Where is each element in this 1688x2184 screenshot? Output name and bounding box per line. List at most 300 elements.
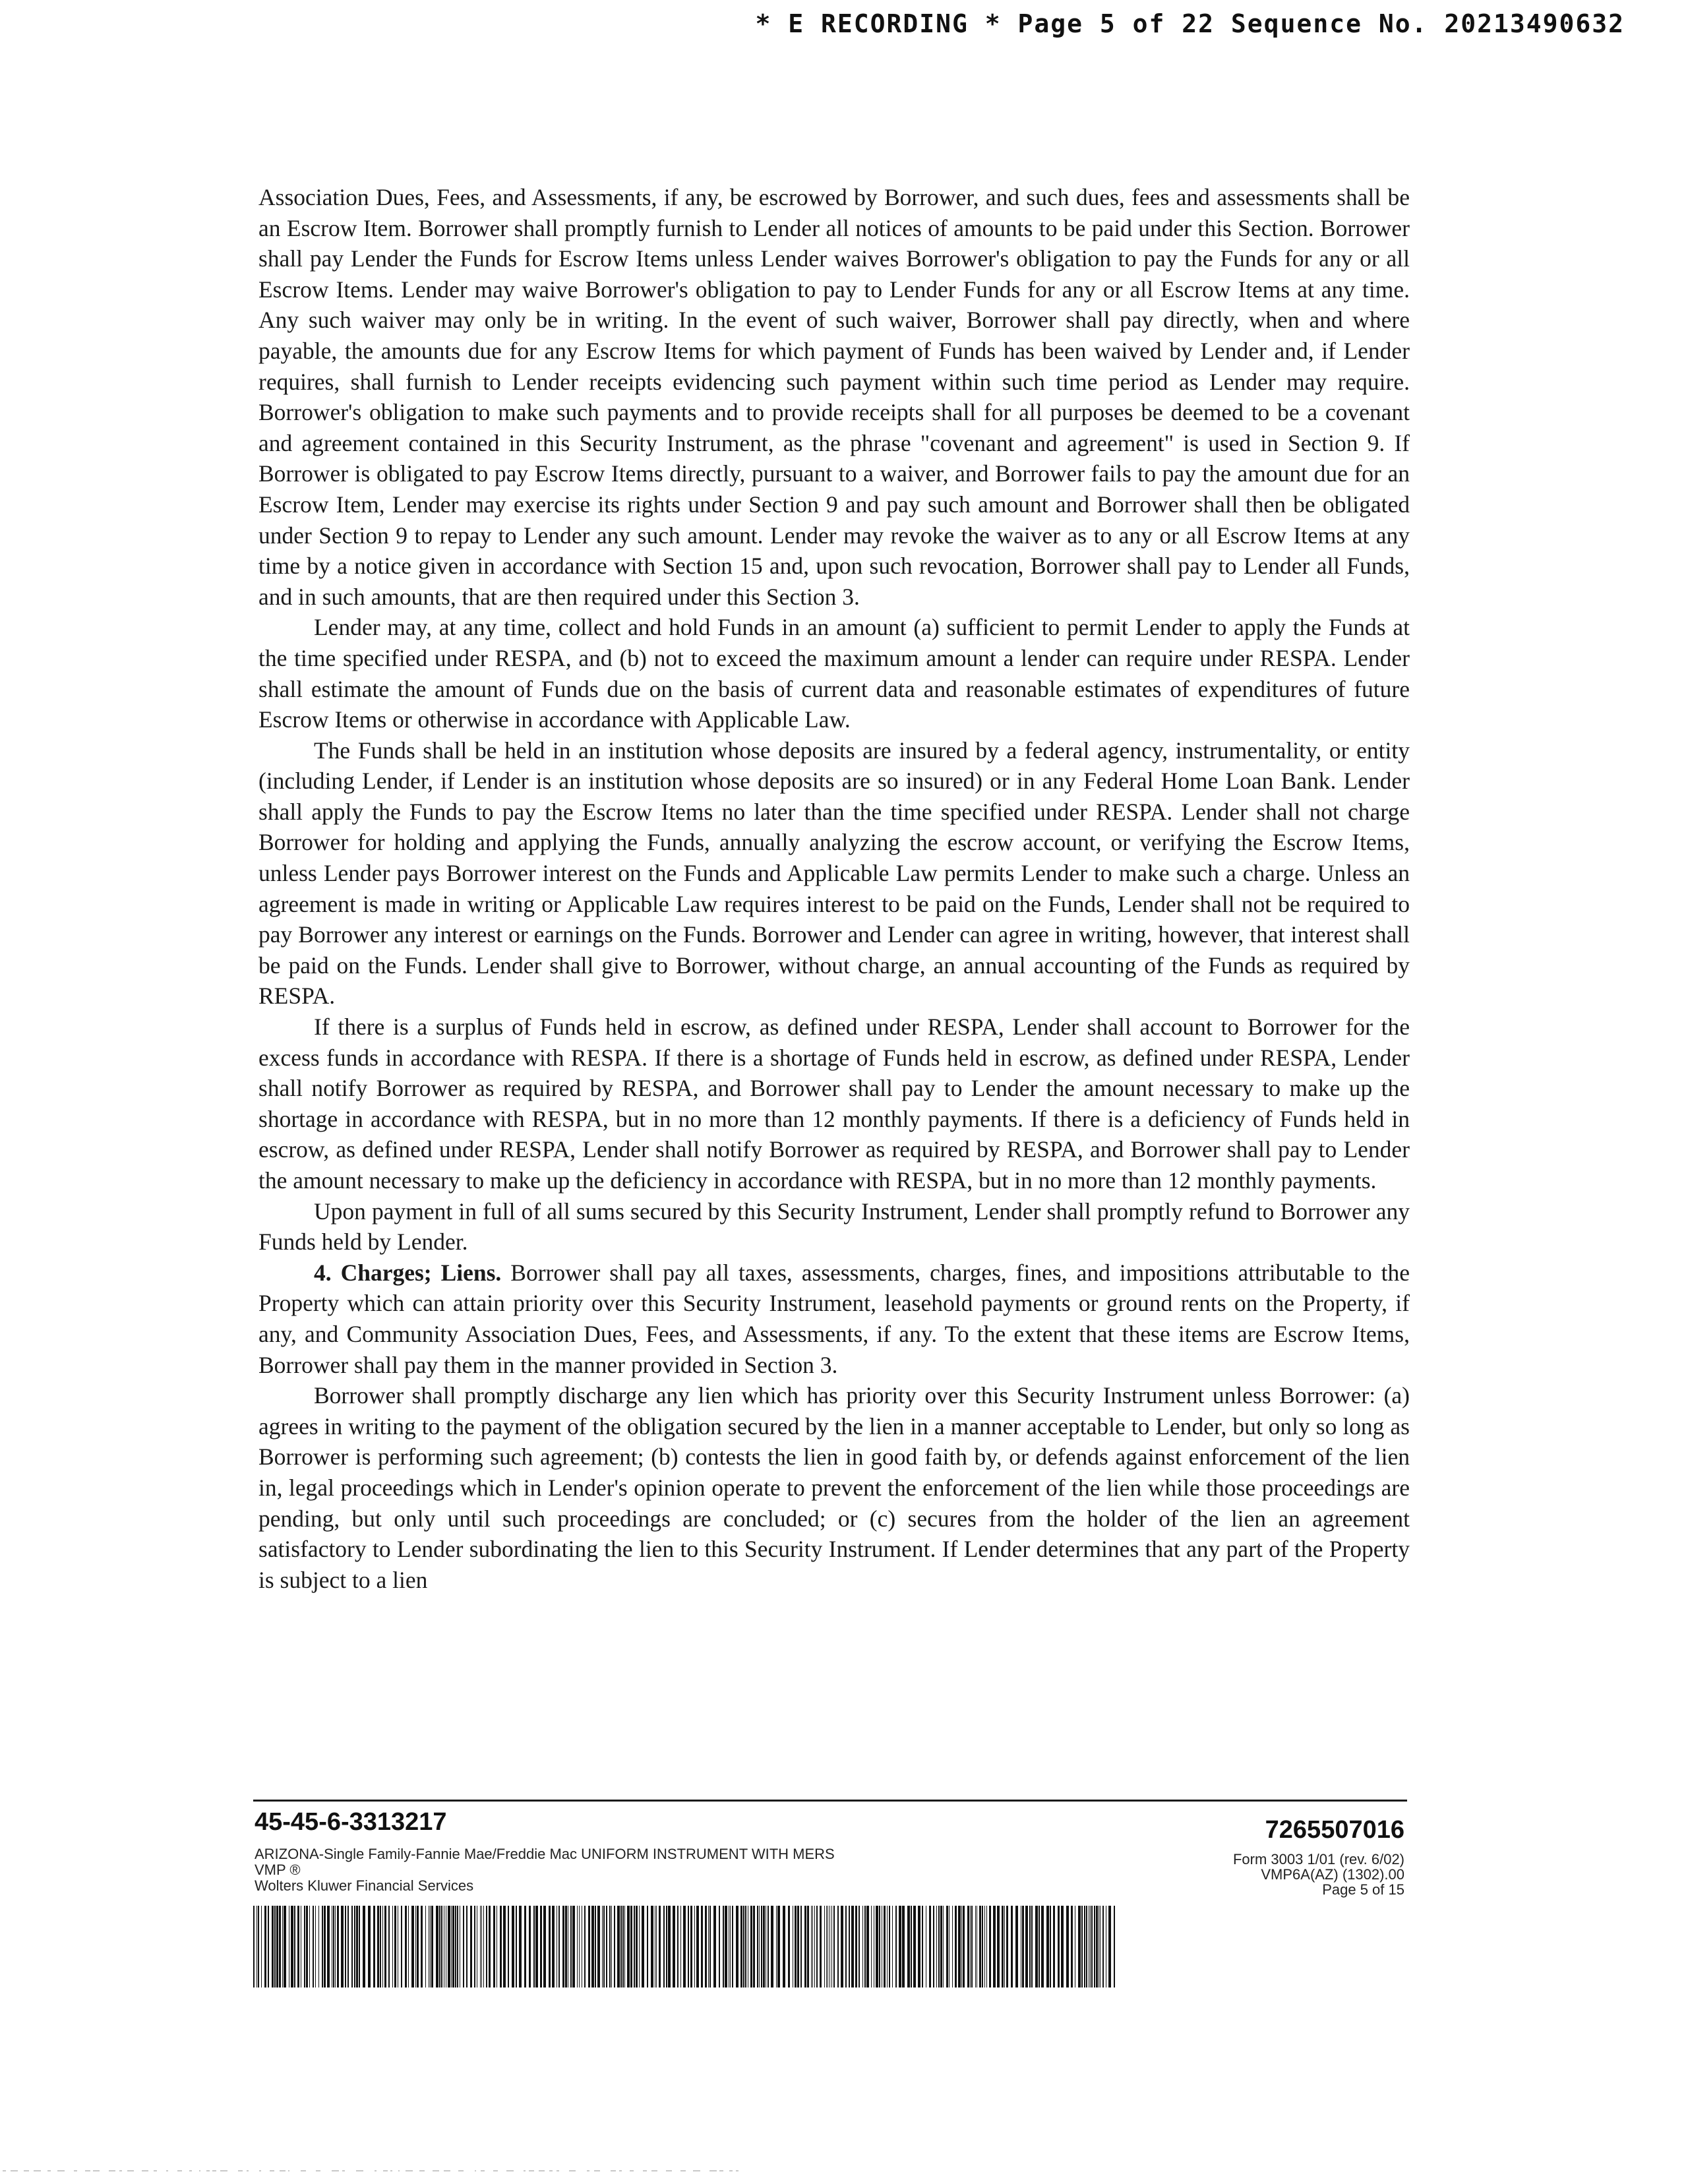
barcode-bar: [651, 1906, 653, 1987]
paragraph-refund: Upon payment in full of all sums secured by this Security Instrument, Lender shall promptly refund to Borrower any Funds held by Lender.: [258, 1198, 1410, 1256]
scan-speck: [419, 2170, 425, 2171]
scan-speck: [524, 2170, 526, 2171]
barcode-bar: [431, 1906, 433, 1987]
barcode-bar: [989, 1906, 991, 1987]
barcode-bar: [1053, 1906, 1055, 1987]
barcode-bar: [351, 1906, 353, 1987]
barcode-bar: [1029, 1906, 1031, 1987]
barcode-bar: [483, 1906, 484, 1987]
barcode-bar: [984, 1906, 985, 1987]
paragraph-funds-institution: The Funds shall be held in an institution whose deposits are insured by a federal agency, instrumentality, or entity (including Lender, if Lender is an institution whose deposits are so insured) or in any Federal Home Loan Bank. Lender shall apply the Funds to pay the Escrow Items no later than the time specified under RESPA. Lender shall not charge Borrower for holding and applying the Funds, annually analyzing the escrow account, or verifying the Escrow Items, unless Lender pays Borrower interest on the Funds and Applicable Law permits Lender to make such a charge. Unless an agreement is made in writing or Applicable Law requires interest to be paid on the Funds, Lender shall not be required to pay Borrower any interest or earnings on the Funds. Borrower and Lender can agree in writing, however, that interest shall be paid on the Funds. Lender shall give to Borrower, without charge, an annual accounting of the Funds as required by RESPA.: [258, 737, 1410, 1010]
scan-speck: [630, 2170, 634, 2171]
barcode-bar: [261, 1906, 262, 1987]
barcode-bar: [309, 1906, 310, 1987]
barcode-bar: [1071, 1906, 1073, 1987]
barcode-bar: [1046, 1906, 1049, 1987]
barcode-bar: [279, 1906, 281, 1987]
barcode-bar: [614, 1906, 615, 1987]
barcode-bar: [1102, 1906, 1104, 1987]
barcode-bar: [558, 1906, 560, 1987]
barcode-bar: [322, 1906, 323, 1987]
barcode-bar: [368, 1906, 371, 1987]
barcode-bar: [963, 1906, 965, 1987]
barcode-bar: [617, 1906, 620, 1987]
scan-speck: [85, 2170, 90, 2171]
scan-speck: [3, 2170, 6, 2171]
barcode-bar: [936, 1906, 937, 1987]
barcode-bar: [663, 1906, 665, 1987]
barcode-bar: [315, 1906, 316, 1987]
barcode-icon: [253, 1906, 1117, 1987]
paragraph-escrow-items: Association Dues, Fees, and Assessments, if any, be escrowed by Borrower, and such dues, fees and assessments shall be an Escrow Item. Borrower shall promptly furnish to Lender all notices of amounts to be paid under this Section. Borrower shall pay Lender the Funds for Escrow Items unless Lender waives Borrower's obligation to pay the Funds for any or all Escrow Items. Lender may waive Borrower's obligation to pay to Lender Funds for any or all Escrow Items at any time. Any such waiver may only be in writing. In the event of such waiver, Borrower shall pay directly, when and where payable, the amounts due for any Escrow Items for which payment of Funds has been waived by Lender and, if Lender requires, shall furnish to Lender receipts evidencing such payment within such time period as Lender may require. Borrower's obligation to make such payments and to provide receipts shall for all purposes be deemed to be a covenant and agreement contained in this Security Instrument, as the phrase "covenant and agreement" is used in Section 9. If Borrower is obligated to pay Escrow Items directly, pursuant to a waiver, and Borrower fails to pay the amount due for an Escrow Item, Lender may exercise its rights under Section 9 and pay such amount and Borrower shall then be obligated under Section 9 to repay to Lender any such amount. Lender may revoke the waiver as to any or all Escrow Items at any time by a notice given in accordance with Section 15 and, upon such revocation, Borrower shall pay to Lender all Funds, and in such amounts, that are then required under this Section 3.: [258, 184, 1410, 610]
barcode-bar: [359, 1906, 360, 1987]
scan-speck: [57, 2170, 65, 2171]
barcode-bar: [759, 1906, 760, 1987]
barcode-bar: [373, 1906, 375, 1987]
scan-speck: [475, 2170, 476, 2171]
barcode-bar: [1011, 1906, 1013, 1987]
barcode-bar: [327, 1906, 330, 1987]
barcode-bar: [486, 1906, 487, 1987]
barcode-bar: [493, 1906, 495, 1987]
barcode-bar: [1006, 1906, 1008, 1987]
barcode-bar: [441, 1906, 442, 1987]
form-code: VMP6A(AZ) (1302).00: [1261, 1866, 1404, 1883]
barcode-bar: [1004, 1906, 1005, 1987]
scan-speck: [569, 2170, 576, 2171]
barcode-bar: [1050, 1906, 1051, 1987]
barcode-bar: [656, 1906, 657, 1987]
barcode-bar: [474, 1906, 475, 1987]
barcode-bar: [284, 1906, 286, 1987]
barcode-bar: [979, 1906, 981, 1987]
barcode-bar: [961, 1906, 962, 1987]
barcode-bar: [609, 1906, 611, 1987]
barcode-bar: [565, 1906, 567, 1987]
barcode-bar: [577, 1906, 578, 1987]
barcode-bar: [324, 1906, 326, 1987]
vmp-mark: VMP ®: [255, 1862, 301, 1878]
barcode-bar: [673, 1906, 675, 1987]
barcode-bar: [425, 1906, 426, 1987]
scan-speck: [220, 2170, 227, 2171]
barcode-bar: [911, 1906, 912, 1987]
barcode-bar: [470, 1906, 472, 1987]
scan-speck: [34, 2170, 41, 2171]
barcode-bar: [879, 1906, 880, 1987]
footer-divider: [253, 1800, 1407, 1802]
barcode-bar: [579, 1906, 580, 1987]
barcode-bar: [933, 1906, 934, 1987]
barcode-bar: [642, 1906, 644, 1987]
barcode-bar: [516, 1906, 517, 1987]
barcode-bar: [997, 1906, 1000, 1987]
barcode-bar: [1015, 1906, 1018, 1987]
scan-speck: [288, 2170, 289, 2171]
scan-speck: [557, 2170, 559, 2171]
barcode-bar: [597, 1906, 600, 1987]
barcode-bar: [405, 1906, 407, 1987]
barcode-bar: [337, 1906, 339, 1987]
scan-speck: [119, 2170, 122, 2171]
scan-speck: [611, 2170, 616, 2171]
barcode-bar: [864, 1906, 866, 1987]
barcode-bar: [274, 1906, 276, 1987]
scan-speck: [375, 2170, 377, 2171]
barcode-bar: [776, 1906, 777, 1987]
barcode-bar: [986, 1906, 987, 1987]
barcode-bar: [800, 1906, 802, 1987]
footer-instrument-info: [255, 1846, 835, 1894]
barcode-bar: [701, 1906, 703, 1987]
barcode-bar: [634, 1906, 635, 1987]
footer-form-info: [1233, 1852, 1404, 1897]
barcode-bar: [602, 1906, 603, 1987]
barcode-bar: [572, 1906, 575, 1987]
barcode-bar: [683, 1906, 686, 1987]
document-body: [258, 182, 1410, 1595]
barcode-bar: [562, 1906, 564, 1987]
barcode-bar: [294, 1906, 295, 1987]
barcode-bar: [549, 1906, 551, 1987]
scan-speck: [458, 2170, 464, 2171]
scan-speck: [406, 2170, 413, 2171]
barcode-bar: [795, 1906, 797, 1987]
scan-speck: [529, 2170, 534, 2171]
barcode-bar: [862, 1906, 863, 1987]
barcode-bar: [913, 1906, 916, 1987]
scan-speck: [154, 2170, 157, 2171]
barcode-bar: [982, 1906, 983, 1987]
barcode-bar: [740, 1906, 742, 1987]
barcode-bar: [354, 1906, 355, 1987]
barcode-bar: [647, 1906, 648, 1987]
scan-speck: [74, 2170, 77, 2171]
barcode-bar: [630, 1906, 632, 1987]
barcode-bar: [895, 1906, 897, 1987]
scan-speck: [177, 2170, 182, 2171]
scan-speck: [332, 2170, 339, 2171]
barcode-bar: [841, 1906, 843, 1987]
scan-speck: [736, 2170, 738, 2171]
barcode-bar: [313, 1906, 314, 1987]
barcode-bar: [1066, 1906, 1069, 1987]
barcode-bar: [1114, 1906, 1115, 1987]
scan-artifact: [0, 2168, 745, 2173]
barcode-bar: [436, 1906, 438, 1987]
barcode-bar: [820, 1906, 822, 1987]
barcode-bar: [831, 1906, 832, 1987]
scan-speck: [280, 2170, 286, 2171]
scan-speck: [93, 2170, 100, 2171]
barcode-bar: [743, 1906, 744, 1987]
barcode-bar: [1094, 1906, 1095, 1987]
barcode-bar: [811, 1906, 812, 1987]
barcode-bar: [480, 1906, 481, 1987]
barcode-bar: [519, 1906, 522, 1987]
barcode-bar: [455, 1906, 456, 1987]
barcode-bar: [297, 1906, 299, 1987]
scan-speck: [433, 2170, 439, 2171]
barcode-bar: [845, 1906, 847, 1987]
barcode-bar: [595, 1906, 596, 1987]
barcode-bar: [388, 1906, 390, 1987]
form-number: Form 3003 1/01 (rev. 6/02): [1232, 1851, 1404, 1867]
scan-speck: [506, 2170, 514, 2171]
scan-speck: [206, 2170, 210, 2171]
barcode-bar: [276, 1906, 278, 1987]
scan-speck: [383, 2170, 388, 2171]
barcode-bar: [855, 1906, 857, 1987]
barcode-bar: [347, 1906, 349, 1987]
barcode-bar: [606, 1906, 607, 1987]
barcode-bar: [466, 1906, 467, 1987]
barcode-bar: [1096, 1906, 1098, 1987]
scan-speck: [693, 2170, 700, 2171]
barcode-bar: [851, 1906, 854, 1987]
scan-speck: [189, 2170, 192, 2171]
barcode-bar: [705, 1906, 707, 1987]
barcode-bar: [696, 1906, 699, 1987]
barcode-bar: [807, 1906, 809, 1987]
barcode-bar: [457, 1906, 458, 1987]
barcode-bar: [570, 1906, 572, 1987]
barcode-bar: [588, 1906, 590, 1987]
barcode-bar: [708, 1906, 709, 1987]
barcode-bar: [884, 1906, 886, 1987]
barcode-bar: [709, 1906, 711, 1987]
scan-speck: [587, 2170, 589, 2171]
barcode-bar: [620, 1906, 622, 1987]
scan-speck: [301, 2170, 306, 2171]
barcode-bar: [421, 1906, 423, 1987]
barcode-bar: [508, 1906, 509, 1987]
barcode-bar: [777, 1906, 780, 1987]
barcode-bar: [922, 1906, 923, 1987]
barcode-bar: [940, 1906, 942, 1987]
barcode-bar: [688, 1906, 689, 1987]
barcode-bar: [627, 1906, 630, 1987]
barcode-bar: [929, 1906, 931, 1987]
paragraph-discharge-lien: Borrower shall promptly discharge any lien which has priority over this Security Instrument unless Borrower: (a) agrees in writing to the payment of the obligation secured by the lien in a manner acceptable to Lender, but only so long as Borrower is performing such agreement; (b) contests the lien in good faith by, or defends against enforcement of the lien in, legal proceedings which in Lender's opinion operate to prevent the enforcement of the lien while those proceedings are pending, but only until such proceedings are concluded; or (c) secures from the holder of the lien an agreement satisfactory to Lender subordinating the lien to this Security Instrument. If Lender determines that any part of the Property is subject to a lien: [258, 1382, 1410, 1593]
barcode-bar: [1058, 1906, 1060, 1987]
scan-speck: [166, 2170, 168, 2171]
scan-speck: [259, 2170, 261, 2171]
barcode-bar: [622, 1906, 624, 1987]
barcode-bar: [824, 1906, 825, 1987]
barcode-bar: [611, 1906, 612, 1987]
scan-speck: [481, 2170, 485, 2171]
barcode-bar: [282, 1906, 283, 1987]
barcode-bar: [258, 1906, 259, 1987]
barcode-bar: [771, 1906, 773, 1987]
barcode-bar: [955, 1906, 957, 1987]
barcode-bar: [451, 1906, 452, 1987]
scan-speck: [666, 2170, 672, 2171]
scan-speck: [549, 2170, 553, 2171]
barcode-bar: [952, 1906, 953, 1987]
barcode-bar: [363, 1906, 365, 1987]
barcode-bar: [524, 1906, 526, 1987]
barcode-bar: [783, 1906, 785, 1987]
paragraph-charges-liens: [258, 1258, 1410, 1380]
barcode-bar: [500, 1906, 502, 1987]
barcode-bar: [603, 1906, 605, 1987]
barcode-bar: [256, 1906, 257, 1987]
barcode-bar: [837, 1906, 839, 1987]
barcode-bar: [918, 1906, 920, 1987]
barcode-bar: [452, 1906, 454, 1987]
barcode-bar: [1108, 1906, 1111, 1987]
barcode-bar: [639, 1906, 640, 1987]
barcode-bar: [887, 1906, 888, 1987]
barcode-bar: [304, 1906, 305, 1987]
scan-speck: [47, 2170, 51, 2171]
barcode-bar: [1084, 1906, 1085, 1987]
barcode-bar: [489, 1906, 491, 1987]
barcode-bar: [481, 1906, 482, 1987]
barcode-bar: [694, 1906, 695, 1987]
barcode-bar: [1035, 1906, 1038, 1987]
scan-speck: [247, 2170, 249, 2171]
barcode-bar: [291, 1906, 293, 1987]
scan-speck: [651, 2170, 657, 2171]
section-heading-charges-liens: 4. Charges; Liens.: [314, 1259, 502, 1286]
barcode-bar: [814, 1906, 815, 1987]
barcode-bar: [975, 1906, 976, 1987]
barcode-bar: [829, 1906, 830, 1987]
barcode-bar: [415, 1906, 416, 1987]
loan-number: 45-45-6-3313217: [255, 1808, 447, 1836]
paragraph-surplus-shortage: If there is a surplus of Funds held in escrow, as defined under RESPA, Lender shall account to Borrower for the excess funds in accordance with RESPA. If there is a shortage of Funds held in escrow, as defined under RESPA, Lender shall notify Borrower as required by RESPA, and Borrower shall pay to Lender the amount necessary to make up the shortage in accordance with RESPA, but in no more than 12 monthly payments. If there is a deficiency of Funds held in escrow, as defined under RESPA, Lender shall notify Borrower as required by RESPA, and Borrower shall pay to Lender the amount necessary to make up the deficiency in accordance with RESPA, but in no more than 12 monthly payments.: [258, 1014, 1410, 1194]
barcode-bar: [272, 1906, 274, 1987]
barcode-bar: [732, 1906, 733, 1987]
barcode-bar: [993, 1906, 996, 1987]
page-number: Page 5 of 15: [1322, 1881, 1404, 1898]
barcode-bar: [725, 1906, 727, 1987]
barcode-bar: [745, 1906, 746, 1987]
scan-speck: [11, 2170, 18, 2171]
barcode-bar: [816, 1906, 818, 1987]
barcode-bar: [970, 1906, 971, 1987]
barcode-bar: [584, 1906, 586, 1987]
barcode-bar: [268, 1906, 269, 1987]
barcode-bar: [1022, 1906, 1024, 1987]
barcode-bar: [394, 1906, 396, 1987]
barcode-bar: [892, 1906, 893, 1987]
barcode-bar: [876, 1906, 878, 1987]
scan-speck: [356, 2170, 363, 2171]
barcode-bar: [677, 1906, 678, 1987]
barcode-bar: [318, 1906, 319, 1987]
barcode-bar: [448, 1906, 450, 1987]
scan-speck: [142, 2170, 148, 2171]
barcode-bar: [736, 1906, 738, 1987]
scan-speck: [594, 2170, 600, 2171]
barcode-bar: [335, 1906, 336, 1987]
paragraph-charges-liens-text: Borrower shall pay all taxes, assessments, charges, fines, and impositions attributable to the Property which can attain priority over this Security Instrument, leasehold payments or ground rents on the Property, if any, and Community Association Dues, Fees, and Assessments, if any. To the extent that these items are Escrow Items, Borrower shall pay them in the manner provided in Section 3.: [258, 1259, 1410, 1378]
barcode-bar: [826, 1906, 827, 1987]
instrument-title: ARIZONA-Single Family-Fannie Mae/Freddie Mac UNIFORM INSTRUMENT WITH MERS: [255, 1846, 835, 1862]
scan-speck: [444, 2170, 450, 2171]
barcode-bar: [1090, 1906, 1091, 1987]
barcode-bar: [377, 1906, 379, 1987]
barcode-bar: [946, 1906, 948, 1987]
barcode-bar: [591, 1906, 594, 1987]
barcode-bar: [804, 1906, 806, 1987]
barcode-bar: [958, 1906, 961, 1987]
barcode-bar: [761, 1906, 762, 1987]
barcode-bar: [866, 1906, 869, 1987]
barcode-bar: [899, 1906, 901, 1987]
barcode-bar: [430, 1906, 431, 1987]
scan-speck: [109, 2170, 115, 2171]
scan-speck: [729, 2170, 733, 2171]
barcode-bar: [1061, 1906, 1064, 1987]
scan-speck: [398, 2170, 400, 2171]
scan-speck: [316, 2170, 320, 2171]
barcode-bar: [540, 1906, 542, 1987]
scan-speck: [342, 2170, 345, 2171]
barcode-bar: [812, 1906, 813, 1987]
barcode-bar: [1031, 1906, 1033, 1987]
barcode-bar: [833, 1906, 835, 1987]
scan-speck: [493, 2170, 498, 2171]
barcode-bar: [636, 1906, 638, 1987]
barcode-bar: [659, 1906, 661, 1987]
document-number: 7265507016: [1265, 1816, 1404, 1844]
barcode-bar: [730, 1906, 731, 1987]
barcode-bar: [797, 1906, 799, 1987]
scan-speck: [619, 2170, 622, 2171]
scan-speck: [719, 2170, 723, 2171]
barcode-bar: [907, 1906, 910, 1987]
scan-speck: [24, 2170, 29, 2171]
scan-speck: [127, 2170, 134, 2171]
barcode-bar: [624, 1906, 625, 1987]
barcode-bar: [849, 1906, 850, 1987]
barcode-bar: [1025, 1906, 1028, 1987]
scan-speck: [390, 2170, 392, 2171]
barcode-bar: [341, 1906, 344, 1987]
recording-header: * E RECORDING * Page 5 of 22 Sequence No. 20213490632: [755, 9, 1625, 38]
scan-speck: [238, 2170, 243, 2171]
barcode-bar: [1039, 1906, 1040, 1987]
barcode-bar: [417, 1906, 419, 1987]
barcode-bar: [503, 1906, 506, 1987]
barcode-bar: [967, 1906, 969, 1987]
barcode-bar: [411, 1906, 414, 1987]
barcode-bar: [345, 1906, 346, 1987]
barcode-bar: [264, 1906, 266, 1987]
barcode-bar: [750, 1906, 752, 1987]
barcode-bar: [529, 1906, 531, 1987]
barcode-bar: [543, 1906, 546, 1987]
barcode-bar: [512, 1906, 514, 1987]
barcode-bar: [1002, 1906, 1004, 1987]
barcode-bar: [1041, 1906, 1044, 1987]
barcode-bar: [392, 1906, 393, 1987]
barcode-bar: [253, 1906, 255, 1987]
barcode-bar: [533, 1906, 535, 1987]
scan-speck: [709, 2170, 717, 2171]
barcode-bar: [971, 1906, 973, 1987]
barcode-bar: [463, 1906, 464, 1987]
barcode-bar: [1086, 1906, 1087, 1987]
barcode-bar: [535, 1906, 538, 1987]
scan-speck: [539, 2170, 545, 2171]
publisher-name: Wolters Kluwer Financial Services: [255, 1877, 474, 1894]
